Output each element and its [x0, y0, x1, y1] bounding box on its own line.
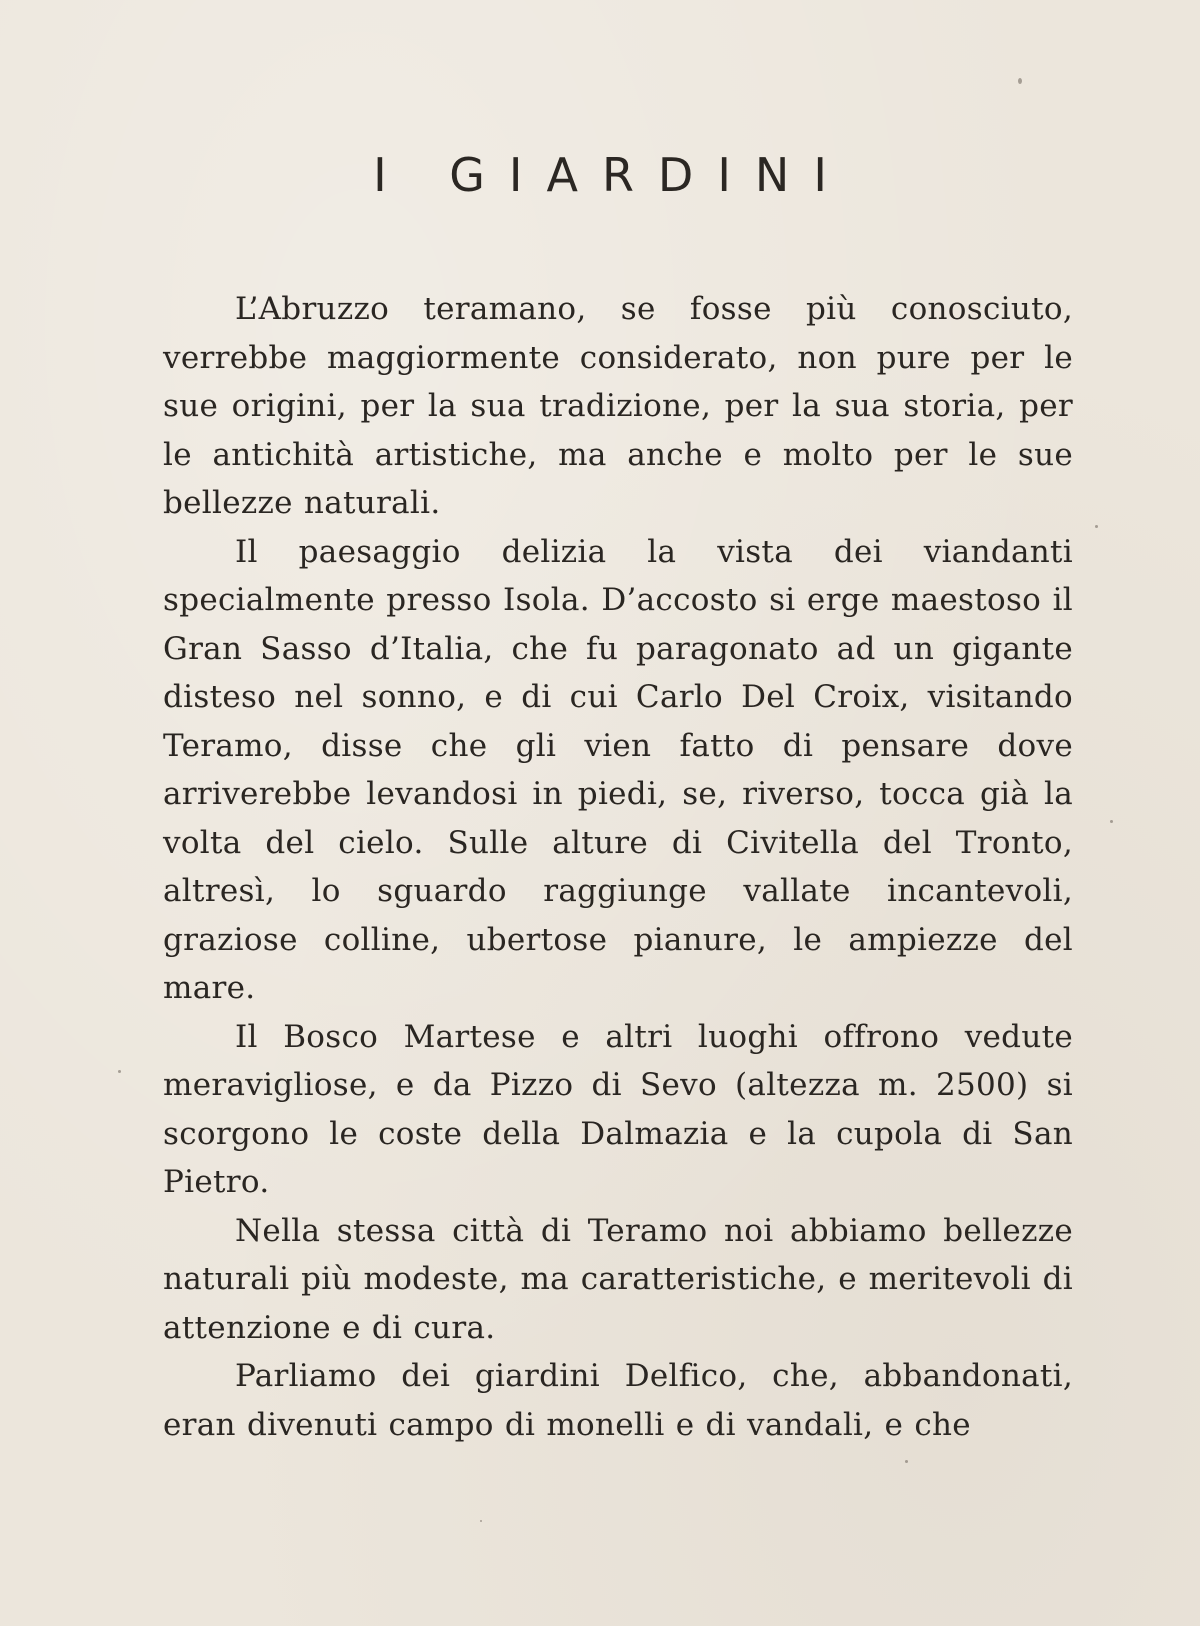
paper-speck — [118, 1070, 121, 1073]
paper-speck — [1095, 525, 1098, 528]
paper-speck — [480, 1520, 482, 1522]
paragraph: L’Abruzzo teramano, se fosse più conosciuto, verrebbe maggiormente considerato, non pure per le sue origini, per la sua tradizione, per la sua storia, per le antichità artistiche, ma anche e molto per le sue bellezze naturali. — [163, 291, 1073, 521]
body-text — [163, 285, 1073, 1449]
paragraph: Il paesaggio delizia la vista dei viandanti specialmente presso Isola. D’accosto si erge maestoso il Gran Sasso d’Italia, che fu paragonato ad un gigante disteso nel sonno, e di cui Carlo Del Croix, visitando Teramo, disse che gli vien fatto di pensare dove arriverebbe levandosi in piedi, se, riverso, tocca già la volta del cielo. Sulle alture di Civitella del Tronto, altresì, lo sguardo raggiunge vallate incantevoli, graziose colline, ubertose pianure, le ampiezze del mare. — [163, 533, 1073, 1006]
paragraph: Parliamo dei giardini Delfico, che, abbandonati, eran divenuti campo di monelli e di vandali, e che — [163, 1358, 1073, 1443]
page-title: I GIARDINI — [373, 148, 851, 202]
paragraph: Nella stessa città di Teramo noi abbiamo bellezze naturali più modeste, ma caratteristiche, e meritevoli di attenzione e di cura. — [163, 1212, 1073, 1346]
paper-speck — [1110, 820, 1113, 823]
paper-speck — [905, 1460, 908, 1463]
paragraph: Il Bosco Martese e altri luoghi offrono vedute meravigliose, e da Pizzo di Sevo (altezza m. 2500) si scorgono le coste della Dalmazia e la cupola di San Pietro. — [163, 1018, 1073, 1200]
paper-speck — [1018, 78, 1022, 84]
